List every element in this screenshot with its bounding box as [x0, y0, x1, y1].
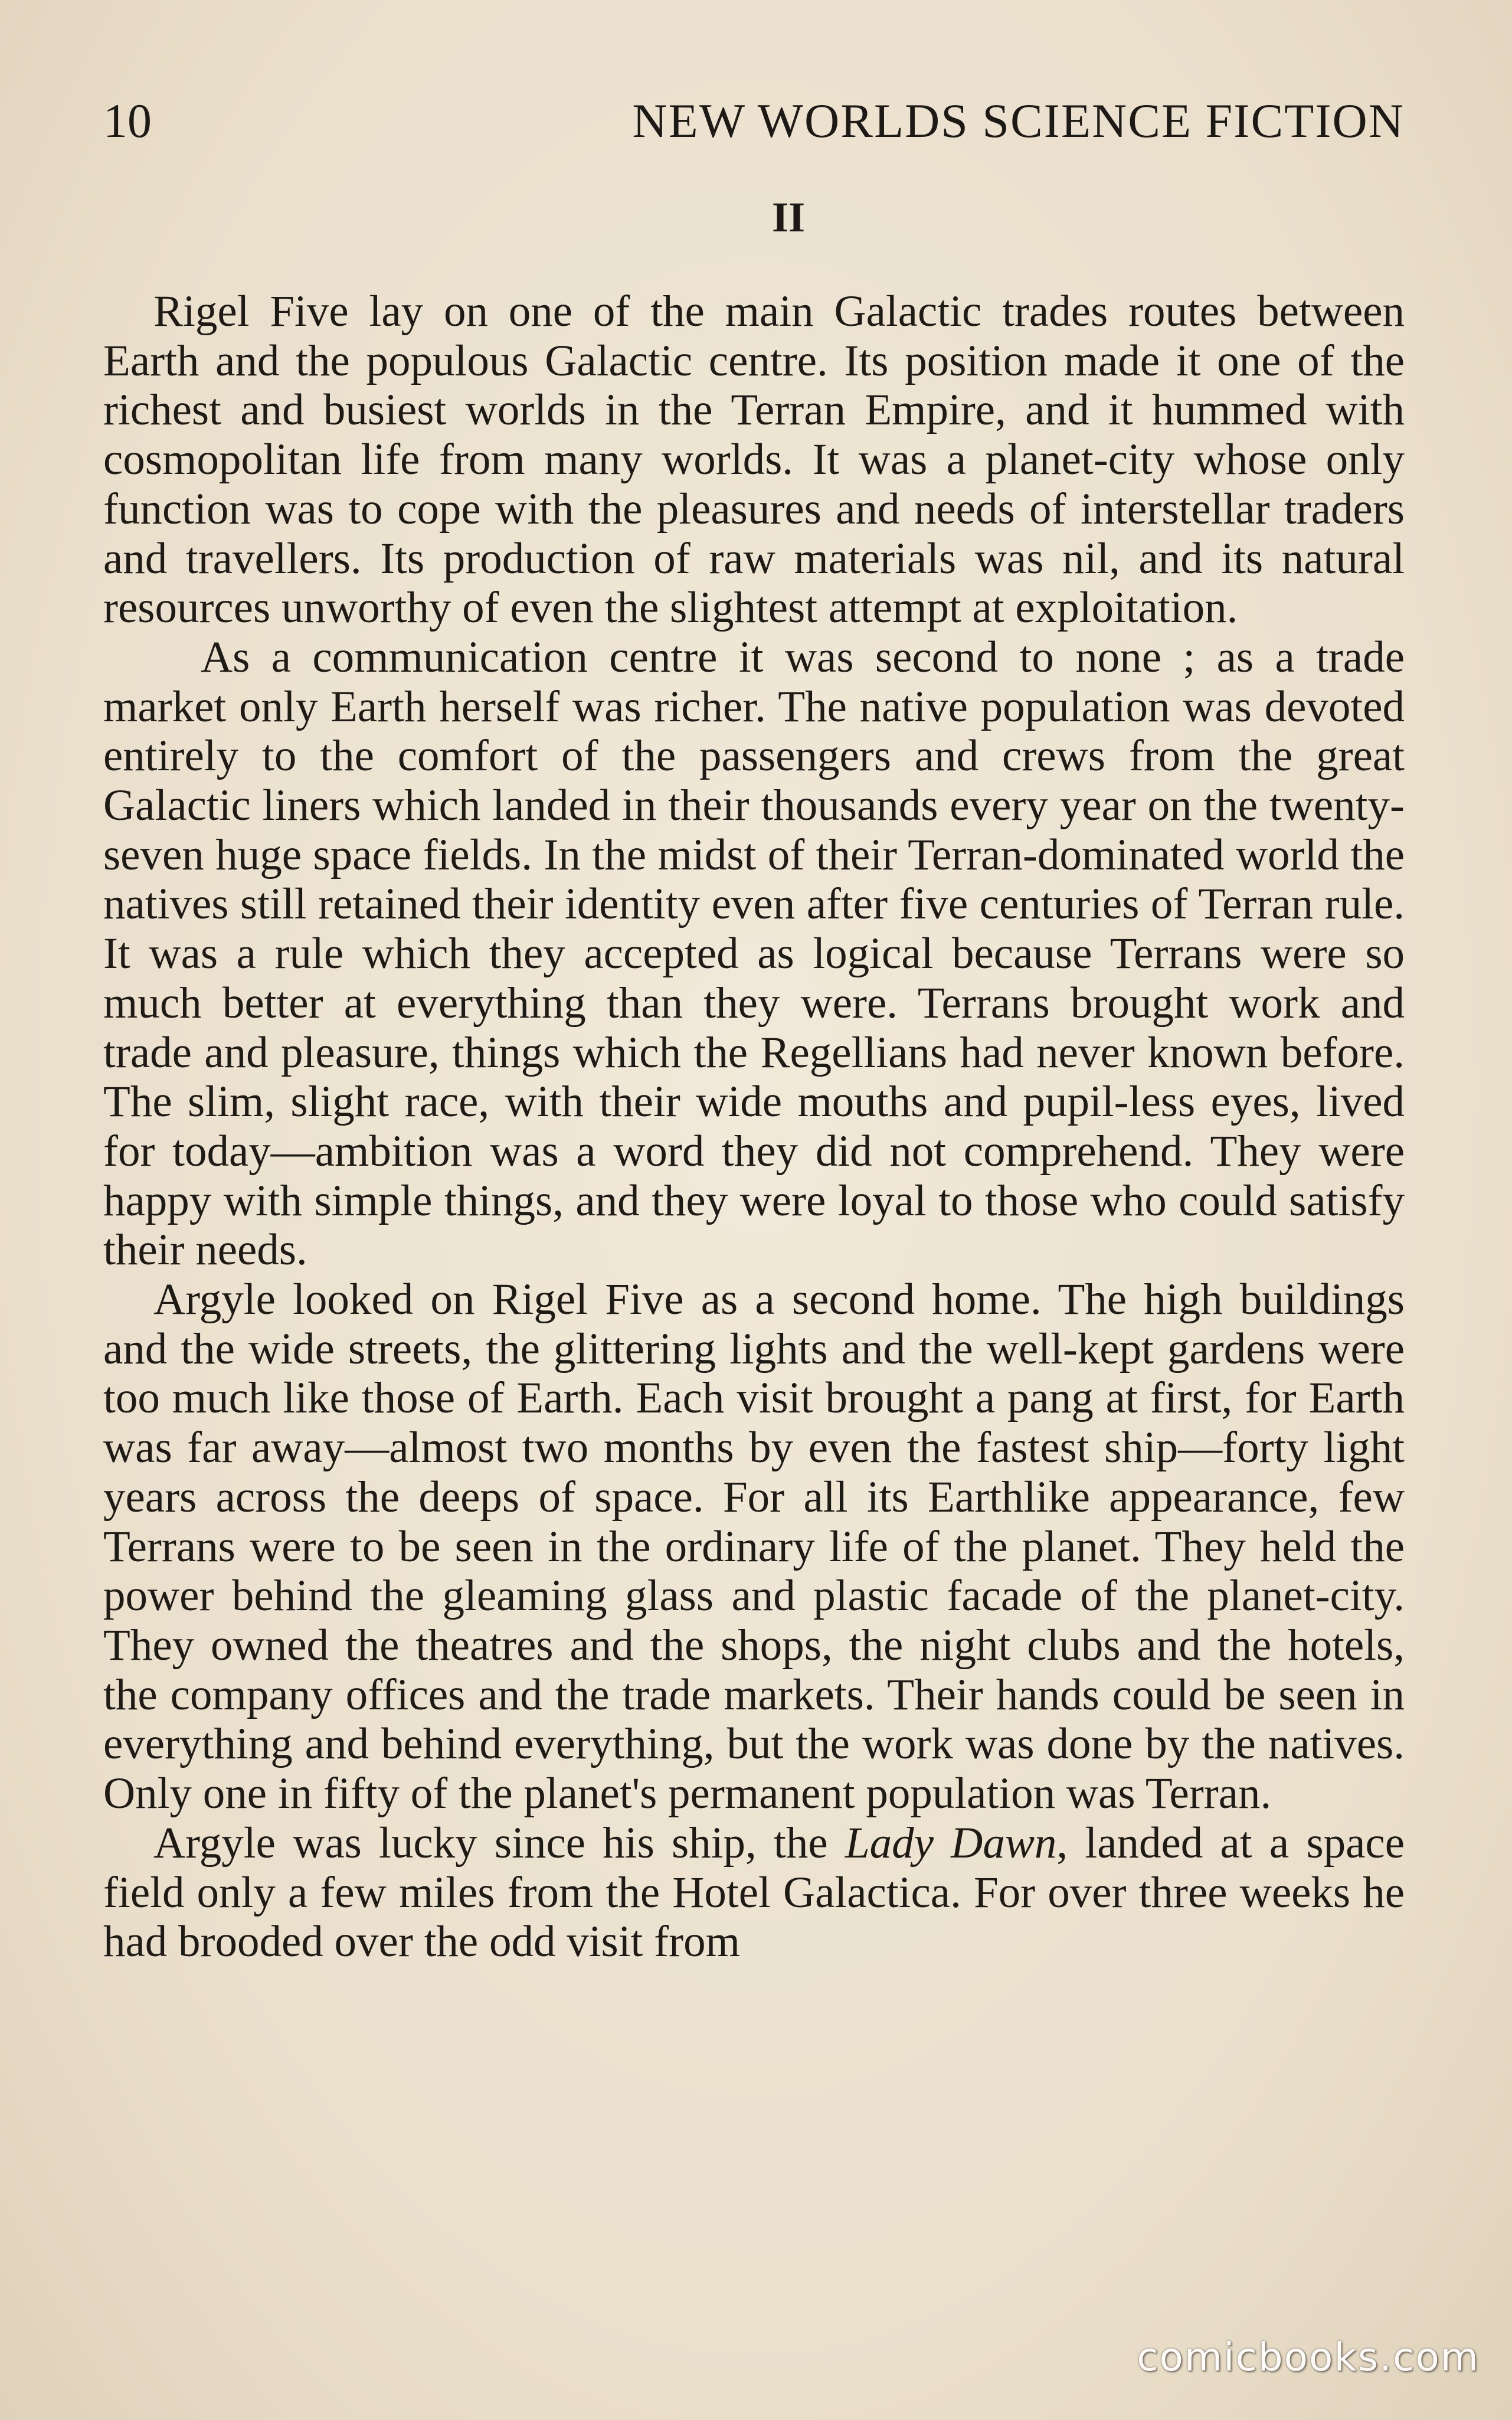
paragraph: As a communication centre it was second to none ; as a trade market only Earth herself was richer. The native population was devoted entirely to the comfort of the passengers and crews from the great Galactic liners which landed in their thousands every year on the twenty-seven huge space fields. In the midst of their Terran-dominated world the natives still retained their identity even after five centuries of Terran rule. It was a rule which they accepted as logical because Terrans were so much better at everything than they were. Terrans brought work and trade and pleasure, things which the Regellians had never known before. The slim, slight race, with their wide mouths and pupil-less eyes, lived for today—ambition was a word they did not comprehend. They were happy with simple things, and they were loyal to those who could satisfy their needs. [103, 632, 1405, 1275]
chapter-heading: II [771, 194, 806, 241]
ship-name: Lady Dawn [845, 1818, 1057, 1868]
watermark: comicbooks.com [1137, 2334, 1480, 2380]
magazine-title: NEW WORLDS SCIENCE FICTION [632, 94, 1405, 148]
running-header [103, 89, 1405, 153]
paragraph-text-end: , landed at a space field only a few miles from the Hotel Galactica. For over three weeks he had brooded over the odd visit from [103, 1818, 1405, 1967]
paragraph: Rigel Five lay on one of the main Galactic trades routes between Earth and the populous Galactic centre. Its position made it one of the richest and busiest worlds in the Terran Empire, and it hummed with cosmopolitan life from many worlds. It was a planet-city whose only function was to cope with the pleasures and needs of interstellar traders and travellers. Its production of raw materials was nil, and its natural resources unworthy of even the slightest attempt at exploitation. [103, 287, 1405, 633]
paragraph [103, 1819, 1405, 1967]
page-number: 10 [103, 94, 152, 148]
paragraph: Argyle looked on Rigel Five as a second home. The high buildings and the wide streets, the glittering lights and the well-kept gardens were too much like those of Earth. Each visit brought a pang at first, for Earth was far away—almost two months by even the fastest ship—forty light years across the deeps of space. For all its Earthlike appearance, few Terrans were to be seen in the ordinary life of the planet. They held the power behind the gleaming glass and plastic facade of the planet-city. They owned the theatres and the shops, the night clubs and the hotels, the company offices and the trade markets. Their hands could be seen in everything and behind everything, but the work was done by the natives. Only one in fifty of the planet's permanent population was Terran. [103, 1275, 1405, 1819]
paragraph-text-start: Argyle was lucky since his ship, the [153, 1818, 845, 1868]
body-text [103, 287, 1405, 1967]
